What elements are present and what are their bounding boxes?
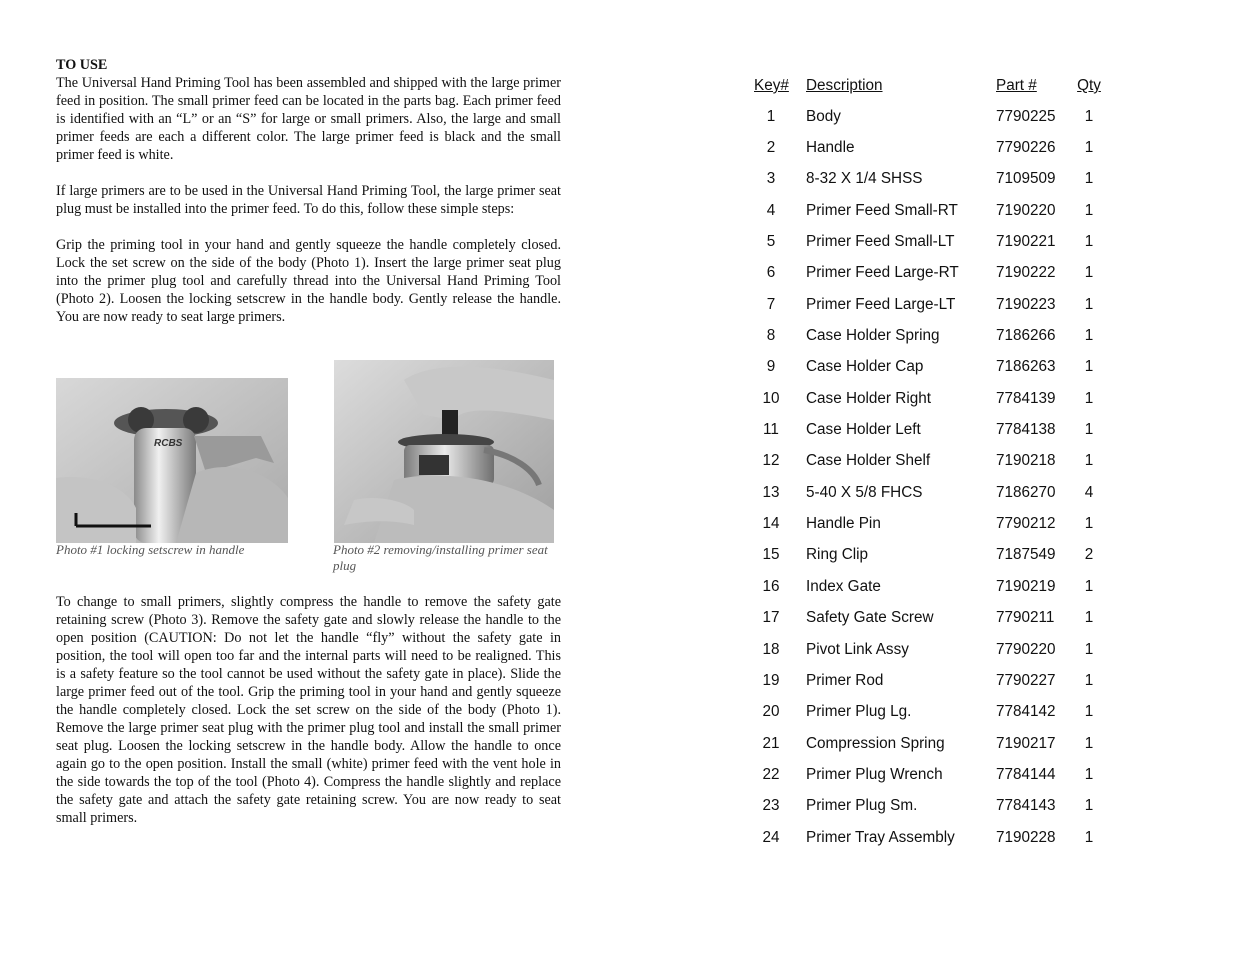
table-row bbox=[744, 414, 1124, 445]
photo-2-removing-primer-seat-plug bbox=[334, 360, 554, 543]
part-number-cell: 7790225 bbox=[996, 107, 1056, 125]
part-number-cell: 7190228 bbox=[996, 828, 1056, 846]
qty-cell: 1 bbox=[1084, 170, 1094, 188]
table-row bbox=[744, 164, 1124, 195]
photo-1-caption: Photo #1 locking setscrew in handle bbox=[56, 542, 245, 557]
key-cell: 2 bbox=[766, 139, 776, 157]
part-number-cell: 7186270 bbox=[996, 483, 1056, 501]
description-cell: Case Holder Shelf bbox=[806, 452, 931, 470]
description-cell: Primer Feed Small-LT bbox=[806, 233, 955, 251]
description-cell: Handle Pin bbox=[806, 515, 881, 533]
description-cell: Primer Feed Small-RT bbox=[806, 201, 958, 219]
key-cell: 8 bbox=[766, 327, 776, 345]
qty-cell: 1 bbox=[1084, 327, 1094, 345]
qty-cell: 2 bbox=[1084, 546, 1094, 564]
table-row bbox=[744, 540, 1124, 571]
qty-cell: 4 bbox=[1084, 483, 1094, 501]
qty-cell: 1 bbox=[1084, 295, 1094, 313]
qty-cell: 1 bbox=[1084, 671, 1094, 689]
part-number-cell: 7190221 bbox=[996, 233, 1056, 251]
table-row bbox=[744, 446, 1124, 477]
table-row bbox=[744, 352, 1124, 383]
qty-cell: 1 bbox=[1084, 734, 1094, 752]
part-number-cell: 7790211 bbox=[996, 609, 1055, 627]
table-row bbox=[744, 634, 1124, 665]
qty-cell: 1 bbox=[1084, 577, 1094, 595]
table-row bbox=[744, 383, 1124, 414]
qty-cell: 1 bbox=[1084, 264, 1094, 282]
table-row bbox=[744, 508, 1124, 539]
description-cell: Index Gate bbox=[806, 577, 881, 595]
section-heading: TO USE bbox=[56, 57, 108, 73]
key-cell: 24 bbox=[762, 828, 780, 846]
description-cell: 8-32 X 1/4 SHSS bbox=[806, 170, 923, 188]
paragraph-steps: Grip the priming tool in your hand and gently squeeze the handle completely closed. Lock the set screw on the side of the body (Photo 1). Insert the large primer seat plug into the primer plug tool and carefully thread into the Universal Hand Priming Tool (Photo 2). Loosen the locking setscrew in the handle body. Gently release the handle. You are now ready to seat large primers. bbox=[56, 237, 561, 325]
key-cell: 16 bbox=[762, 577, 780, 595]
description-cell: 5-40 X 5/8 FHCS bbox=[806, 483, 923, 501]
part-number-cell: 7784138 bbox=[996, 421, 1056, 439]
key-cell: 12 bbox=[762, 452, 780, 470]
table-row bbox=[744, 477, 1124, 508]
part-number-cell: 7190220 bbox=[996, 201, 1056, 219]
part-number-cell: 7784144 bbox=[996, 765, 1056, 783]
key-cell: 13 bbox=[762, 483, 780, 501]
qty-cell: 1 bbox=[1084, 765, 1094, 783]
table-row bbox=[744, 571, 1124, 602]
photo-1-locking-setscrew bbox=[56, 378, 288, 543]
table-row bbox=[744, 101, 1124, 132]
parts-table-body bbox=[744, 101, 1124, 853]
parts-table bbox=[744, 73, 1124, 853]
qty-cell: 1 bbox=[1084, 389, 1094, 407]
part-number-cell: 7186266 bbox=[996, 327, 1056, 345]
key-cell: 1 bbox=[766, 107, 776, 125]
part-number-cell: 7186263 bbox=[996, 358, 1056, 376]
qty-cell: 1 bbox=[1084, 515, 1094, 533]
paragraph-large-primers: If large primers are to be used in the Universal Hand Priming Tool, the large primer seat plug must be installed into the primer feed. To do this, follow these simple steps: bbox=[56, 183, 561, 217]
part-number-cell: 7190222 bbox=[996, 264, 1056, 282]
qty-cell: 1 bbox=[1084, 609, 1094, 627]
part-number-cell: 7190218 bbox=[996, 452, 1056, 470]
key-cell: 10 bbox=[762, 389, 780, 407]
instructions-column bbox=[56, 56, 561, 344]
key-cell: 3 bbox=[766, 170, 776, 188]
header-description: Description bbox=[806, 77, 883, 94]
description-cell: Case Holder Cap bbox=[806, 358, 924, 376]
table-row bbox=[744, 320, 1124, 351]
qty-cell: 1 bbox=[1084, 201, 1094, 219]
key-cell: 7 bbox=[766, 295, 776, 313]
header-qty: Qty bbox=[1077, 77, 1101, 94]
table-row bbox=[744, 665, 1124, 696]
part-number-cell: 7784143 bbox=[996, 797, 1056, 815]
description-cell: Ring Clip bbox=[806, 546, 869, 564]
description-cell: Primer Tray Assembly bbox=[806, 828, 955, 846]
description-cell: Primer Rod bbox=[806, 671, 884, 689]
part-number-cell: 7190223 bbox=[996, 295, 1056, 313]
description-cell: Safety Gate Screw bbox=[806, 609, 934, 627]
part-number-cell: 7190217 bbox=[996, 734, 1056, 752]
key-cell: 19 bbox=[762, 671, 780, 689]
paragraph-intro: The Universal Hand Priming Tool has been assembled and shipped with the large primer feed in position. The small primer feed can be located in the parts bag. Each primer feed is identified with an “L” or an “S” for large or small primers. Also, the large and small primer feeds are each a different color. The large primer feed is black and the small primer feed is white. bbox=[56, 75, 561, 163]
header-key: Key# bbox=[754, 77, 789, 94]
paragraph-small-primers: To change to small primers, slightly compress the handle to remove the safety gate retaining screw (Photo 3). Remove the safety gate and slowly release the handle to the open position (CAUTION: Do not let the handle “fly” without the safety gate in position, the tool will open too far and the internal parts will need to be realigned. This is a safety feature so the tool cannot be used without the safety gate in place). Slide the large primer feed out of the tool. Grip the priming tool in your hand and gently squeeze the handle completely closed. Lock the set screw on the side of the body (Photo 1). Remove the large primer seat plug with the primer plug tool and install the small primer seat plug. Loosen the locking setscrew in the handle body. Allow the handle to once again go to the open position. Install the small (white) primer feed with the vent hole in the side towards the top of the tool (Photo 4). Compress the handle slightly and replace the safety gate and attach the safety gate retaining screw. You are now ready to seat small primers. bbox=[56, 594, 561, 826]
key-cell: 20 bbox=[762, 703, 780, 721]
description-cell: Case Holder Left bbox=[806, 421, 921, 439]
photo-2-caption: Photo #2 removing/installing primer seat plug bbox=[333, 542, 548, 573]
table-row bbox=[744, 791, 1124, 822]
key-cell: 9 bbox=[766, 358, 776, 376]
description-cell: Handle bbox=[806, 139, 855, 157]
qty-cell: 1 bbox=[1084, 797, 1094, 815]
description-cell: Primer Plug Lg. bbox=[806, 703, 912, 721]
part-number-cell: 7790212 bbox=[996, 515, 1056, 533]
description-cell: Compression Spring bbox=[806, 734, 945, 752]
description-cell: Primer Plug Sm. bbox=[806, 797, 918, 815]
key-cell: 17 bbox=[762, 609, 780, 627]
table-row bbox=[744, 822, 1124, 853]
part-number-cell: 7109509 bbox=[996, 170, 1056, 188]
description-cell: Body bbox=[806, 107, 841, 125]
part-number-cell: 7187549 bbox=[996, 546, 1056, 564]
key-cell: 22 bbox=[762, 765, 780, 783]
table-row bbox=[744, 603, 1124, 634]
table-row bbox=[744, 132, 1124, 163]
description-cell: Pivot Link Assy bbox=[806, 640, 909, 658]
table-row bbox=[744, 289, 1124, 320]
table-row bbox=[744, 226, 1124, 257]
description-cell: Primer Feed Large-LT bbox=[806, 295, 956, 313]
part-number-cell: 7784142 bbox=[996, 703, 1056, 721]
qty-cell: 1 bbox=[1084, 703, 1094, 721]
qty-cell: 1 bbox=[1084, 828, 1094, 846]
part-number-cell: 7784139 bbox=[996, 389, 1056, 407]
part-number-cell: 7190219 bbox=[996, 577, 1056, 595]
key-cell: 5 bbox=[766, 233, 776, 251]
qty-cell: 1 bbox=[1084, 233, 1094, 251]
qty-cell: 1 bbox=[1084, 421, 1094, 439]
part-number-cell: 7790226 bbox=[996, 139, 1056, 157]
table-row bbox=[744, 759, 1124, 790]
key-cell: 18 bbox=[762, 640, 780, 658]
key-cell: 6 bbox=[766, 264, 776, 282]
description-cell: Case Holder Spring bbox=[806, 327, 940, 345]
description-cell: Primer Feed Large-RT bbox=[806, 264, 959, 282]
tool-marking-text: RCBS bbox=[154, 438, 183, 449]
table-row bbox=[744, 258, 1124, 289]
qty-cell: 1 bbox=[1084, 358, 1094, 376]
description-cell: Primer Plug Wrench bbox=[806, 765, 943, 783]
qty-cell: 1 bbox=[1084, 139, 1094, 157]
key-cell: 14 bbox=[762, 515, 780, 533]
part-number-cell: 7790220 bbox=[996, 640, 1056, 658]
description-cell: Case Holder Right bbox=[806, 389, 931, 407]
key-cell: 21 bbox=[762, 734, 780, 752]
parts-table-header bbox=[744, 73, 1124, 99]
key-cell: 23 bbox=[762, 797, 780, 815]
header-part-number: Part # bbox=[996, 77, 1037, 94]
table-row bbox=[744, 697, 1124, 728]
table-row bbox=[744, 195, 1124, 226]
qty-cell: 1 bbox=[1084, 640, 1094, 658]
qty-cell: 1 bbox=[1084, 452, 1094, 470]
key-cell: 15 bbox=[762, 546, 780, 564]
key-cell: 11 bbox=[763, 421, 779, 439]
qty-cell: 1 bbox=[1084, 107, 1094, 125]
part-number-cell: 7790227 bbox=[996, 671, 1056, 689]
table-row bbox=[744, 728, 1124, 759]
key-cell: 4 bbox=[766, 201, 776, 219]
